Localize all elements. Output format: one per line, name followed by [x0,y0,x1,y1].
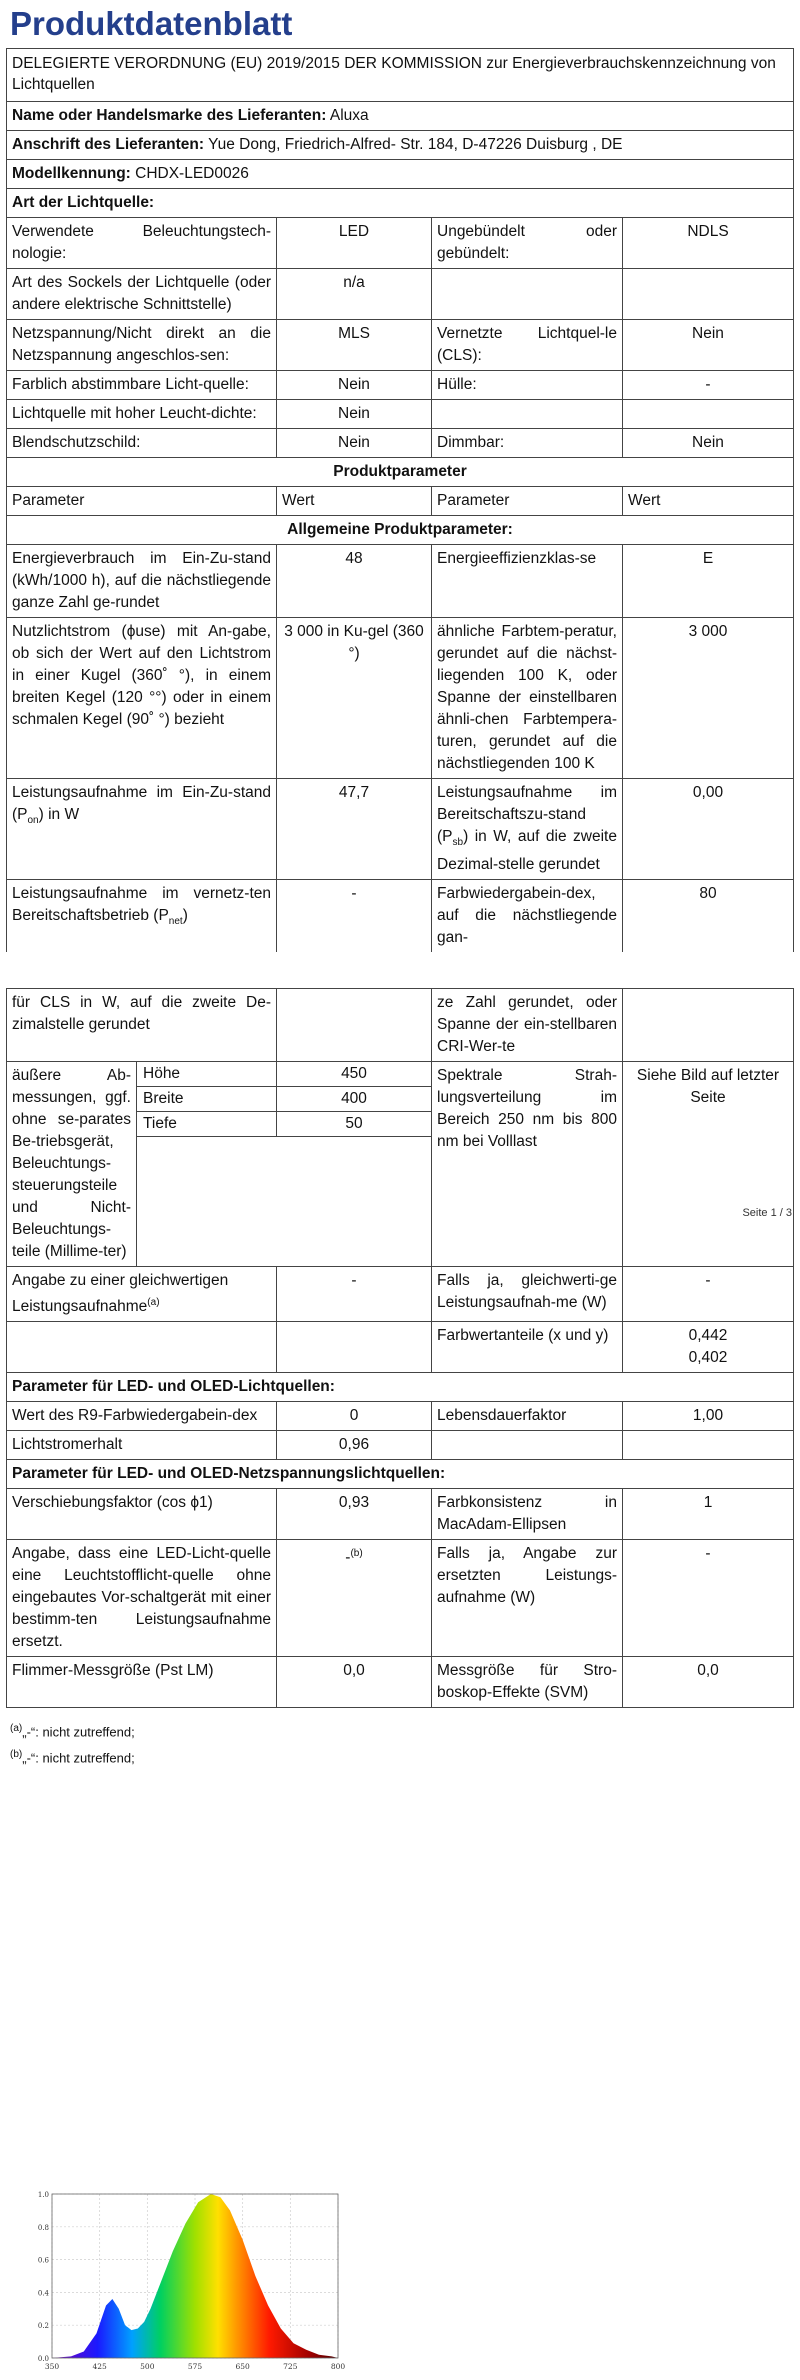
param-value: -$^{(b)}$ [277,1540,432,1656]
param-value: Nein [692,325,724,342]
light-source-row [7,429,793,458]
param-label: Lichtquelle mit hoher Leucht-dichte: [7,400,277,428]
chromaticity-row [7,1322,793,1373]
general-row [7,545,793,618]
datasheet-table [6,48,794,952]
param-label: Blendschutzschild: [7,429,277,457]
mains-params-header: Parameter für LED- und OLED-Netzspannungslichtquellen: [12,1465,446,1483]
param-label: Netzspannung/Nicht direkt an die Netzspannung angeschlos-sen: [7,320,277,370]
param-value: - [277,1267,432,1321]
spectrum-area [52,2194,338,2358]
param-value: - [705,1545,711,1563]
x-tick-label: 725 [283,2362,298,2371]
param-label: Verwendete Beleuchtungstech-nologie: [7,218,277,268]
param-label: Dimmbar: [432,429,623,457]
param-value: E [702,550,714,567]
param-label: Leistungsaufnahme im Bereitschaftszu-stand $(P_{sb})$ in W, auf die zweite Dezimal-stelle gerundet [432,779,623,879]
supplier-name-value: Aluxa [329,107,369,124]
page-number: Seite 1 / 3 [742,1207,792,1219]
light-source-row [7,269,793,320]
model-row [7,160,793,189]
param-label: Lichtstromerhalt [7,1431,277,1459]
param-label: Art des Sockels der Lichtquelle (oder andere elektrische Schnittstelle) [7,269,277,319]
param-value: n/a [277,269,432,319]
param-value: 1,00 [692,1407,724,1425]
footnote: $^{(b)}$„-“: nicht zutreffend; [10,1748,135,1765]
light-source-header: Art der Lichtquelle: [12,194,155,211]
mains-row [7,1489,793,1540]
param-label: Leistungsaufnahme im vernetz-ten Bereitschaftsbetrieb $(P_{net})$ [7,880,277,952]
param-value: 0,0 [277,1657,432,1707]
param-label: für CLS in W, auf die zweite De-zimalstelle gerundet [7,989,277,1061]
y-tick-label: 0.0 [37,2355,49,2363]
dimensions-table [137,1062,431,1266]
param-label [432,400,623,428]
param-value [277,989,432,1061]
param-label: Nutzlichtstrom (ϕuse) mit An-gabe, ob sich der Wert auf den Lichtstrom in einer Kugel (360˚ °), in einem breiten Kegel (120 °°) oder in einem schmalen Kegel (90˚ °) bezieht [7,618,277,778]
param-label: Spektrale Strah-lungsverteilung im Bereich 250 nm bis 800 nm bei Volllast [432,1062,623,1266]
param-value: 0,93 [277,1489,432,1539]
led-params-header: Parameter für LED- und OLED-Lichtquellen: [12,1378,335,1396]
general-header-row [7,516,793,545]
y-tick-label: 0.8 [37,2223,49,2232]
param-value: 47,7 [277,779,432,879]
col-header-parameter: Parameter [7,487,277,515]
x-tick-label: 650 [235,2362,250,2371]
param-value [623,1431,793,1459]
light-source-row [7,218,793,269]
x-tick-label: 800 [330,2362,346,2371]
param-label [432,1431,623,1459]
standby-row-continued [7,989,793,1062]
light-source-row [7,400,793,429]
param-value [623,400,793,428]
param-label: Hülle: [432,371,623,399]
dimension-width: Breite 400 [137,1087,431,1112]
general-params-header: Allgemeine Produktparameter: [287,521,513,538]
supplier-name-row [7,102,793,131]
param-label: Lebensdauerfaktor [432,1402,623,1430]
param-label: Angabe, dass eine LED-Licht-quelle eine Leuchtstofflicht-quelle ohne eingebautes Vor-schaltgerät mit einer bestimm-ten Leistungsaufnahme ersetzt. [7,1540,277,1656]
param-value: 3 000 [688,623,728,640]
mains-row [7,1657,793,1708]
param-label: Falls ja, gleichwerti-ge Leistungsaufnah-me (W) [432,1267,623,1321]
dimension-depth: Tiefe 50 [137,1112,431,1137]
model-value: CHDX-LED0026 [135,165,249,182]
light-source-row [7,320,793,371]
led-row [7,1402,793,1431]
param-value: 0 [277,1402,432,1430]
param-value: Nein [277,400,432,428]
mains-row [7,1540,793,1657]
param-value: 0,0 [697,1662,719,1680]
footnotes [6,1718,794,1769]
footnote: $^{(a)}$„-“: nicht zutreffend; [10,1723,135,1740]
param-label: Farbwiedergabein-dex, auf die nächstliegende gan- [432,880,623,952]
column-header-row [7,487,793,516]
y-tick-label: 1.0 [37,2191,49,2199]
supplier-address-value: Yue Dong, Friedrich-Alfred- Str. 184, D-47226 Duisburg , DE [208,136,623,153]
x-tick-label: 425 [92,2362,107,2371]
param-value [623,989,793,1061]
led-header-row [7,1373,793,1402]
param-value: Nein [277,429,432,457]
param-value: 80 [699,885,717,903]
col-header-parameter: Parameter [432,487,623,515]
regulation-text: DELEGIERTE VERORDNUNG (EU) 2019/2015 DER KOMMISSION zur Energieverbrauchskennzeichnung von Lichtquellen [12,55,776,93]
model-label: Modellkennung: [12,165,131,182]
product-params-header: Produktparameter [333,463,467,480]
param-value: 48 [277,545,432,617]
y-tick-label: 0.2 [37,2322,49,2331]
supplier-address-label: Anschrift des Lieferanten: [12,136,205,153]
param-label: Vernetzte Lichtquel-le (CLS): [432,320,623,370]
param-value: 3 000 in Ku-gel (360 °) [277,618,432,778]
param-label: Leistungsaufnahme im Ein-Zu-stand $(P_{on})$ in W [7,779,277,879]
param-label: Ungebündelt oder gebündelt: [432,218,623,268]
x-tick-label: 575 [187,2362,203,2371]
regulation-row [7,49,793,102]
param-label: Verschiebungsfaktor (cos ϕ1) [7,1489,277,1539]
param-label: Farblich abstimmbare Licht-quelle: [7,371,277,399]
power-row [7,779,793,880]
param-label: Messgröße für Stro-boskop-Effekte (SVM) [432,1657,623,1707]
param-value: LED [277,218,432,268]
standby-row [7,880,793,952]
y-tick-label: 0.4 [37,2289,49,2298]
param-value: - [277,880,432,952]
param-value: MLS [277,320,432,370]
equivalent-power-row [7,1267,793,1322]
param-label: ze Zahl gerundet, oder Spanne der ein-stellbaren CRI-Wer-te [432,989,623,1061]
param-value: NDLS [687,223,729,240]
param-label: Energieeffizienzklas-se [432,545,623,617]
param-value: 1 [703,1494,713,1512]
param-value [623,269,793,319]
x-tick-label: 500 [140,2362,155,2371]
light-source-header-row [7,189,793,218]
param-value: 0,96 [277,1431,432,1459]
supplier-name-label: Name oder Handelsmarke des Lieferanten: [12,107,327,124]
param-value: Nein [277,371,432,399]
param-label: Farbkonsistenz in MacAdam-Ellipsen [432,1489,623,1539]
param-label [432,269,623,319]
param-value: 0,00 [692,784,724,801]
param-label: Energieverbrauch im Ein-Zu-stand (kWh/1000 h), auf die nächstliegende ganze Zahl ge-rundet [7,545,277,617]
param-label: Wert des R9-Farbwiedergabein-dex [7,1402,277,1430]
param-value: Nein [692,434,724,451]
param-label: Farbwertanteile (x und y) [432,1322,623,1372]
dimension-height: Höhe 450 [137,1062,431,1087]
datasheet-table-continued [6,988,794,1708]
param-label: Falls ja, Angabe zur ersetzten Leistungs-aufnahme (W) [432,1540,623,1656]
x-tick-label: 350 [44,2362,60,2371]
param-value: Siehe Bild auf letzter Seite [636,1067,780,1107]
param-value: - [705,1272,711,1290]
col-header-value: Wert [277,487,432,515]
light-source-row [7,371,793,400]
y-tick-label: 0.6 [37,2256,49,2265]
led-row [7,1431,793,1460]
mains-header-row [7,1460,793,1489]
param-label: Flimmer-Messgröße (Pst LM) [7,1657,277,1707]
dimensions-row [7,1062,793,1267]
page-title: Produktdatenblatt [10,5,293,42]
product-params-header-row [7,458,793,487]
param-value: 0,442 0,402 [688,1327,728,1367]
dimensions-label: äußere Ab-messungen, ggf. ohne se-parates Be-triebsgerät, Beleuchtungs-steuerungsteile und Nicht-Beleuchtungs-teile (Millime-ter) [7,1062,137,1266]
supplier-address-row [7,131,793,160]
general-row [7,618,793,779]
param-value: - [705,376,711,393]
param-label: Angabe zu einer gleichwertigen Leistungsaufnahme$^{(a)}$ [7,1267,277,1321]
col-header-value: Wert [628,492,661,509]
param-label: ähnliche Farbtem-peratur, gerundet auf die nächst-liegenden 100 K, oder Spanne der einstellbaren ähnli-chen Farbtempera-turen, gerundet auf die nächstliegenden 100 K [432,618,623,778]
spectrum-chart [30,2186,350,2376]
